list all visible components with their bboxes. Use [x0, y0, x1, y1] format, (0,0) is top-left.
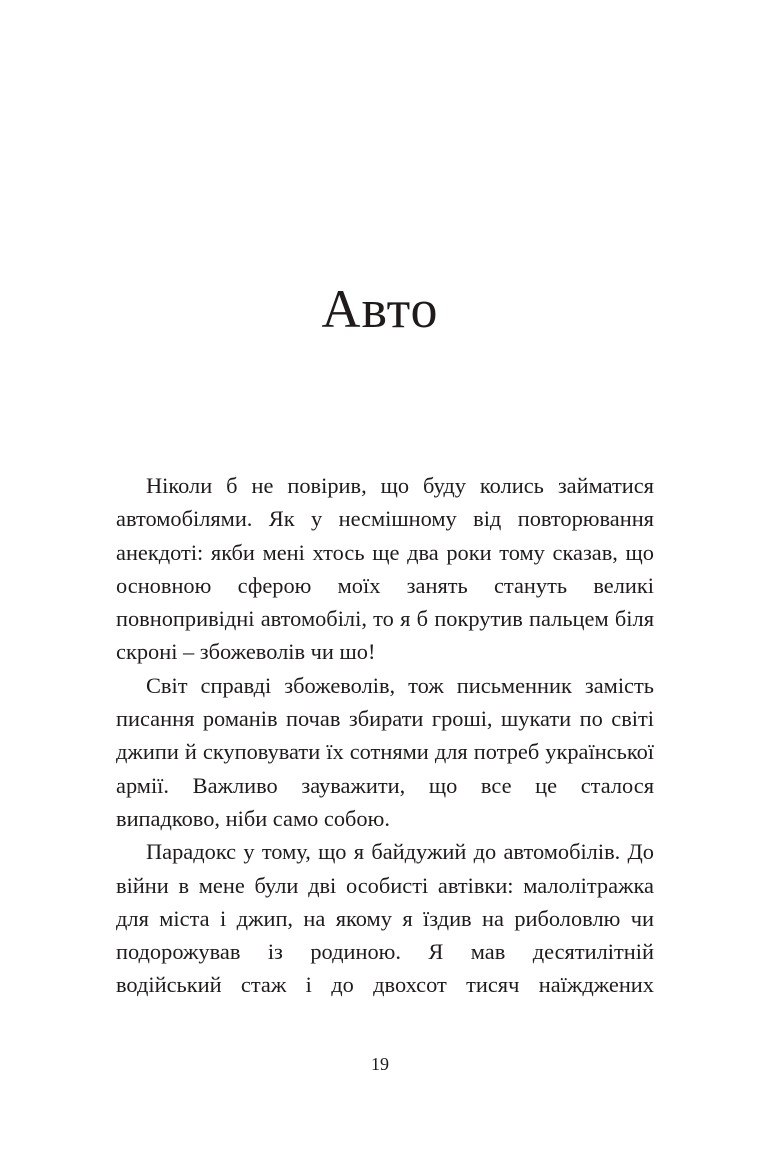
chapter-title: Авто — [321, 279, 439, 339]
page-number: 19 — [371, 1054, 389, 1074]
paragraph: Світ справді збожеволів, тож письменник замість писання романів почав збирати гроші, шукати по світі джипи й скуповувати їх сотнями для потреб української армії. Важливо зауважити, що все це сталося випадково, ніби само собою. — [116, 672, 654, 831]
paragraph: Ніколи б не повірив, що буду колись займатися автомобілями. Як у несмішному від повторювання анекдоті: якби мені хтось ще два роки тому сказав, що основною сферою моїх занять стануть великі повнопривідні автомобілі, то я б покрутив пальцем біля скроні – збожеволів чи шо! — [116, 473, 654, 665]
body-text — [116, 469, 654, 1002]
paragraph: Парадокс у тому, що я байдужий до автомобілів. До війни в мене були дві особисті автівки: малолітражка для міста і джип, на якому я їздив на риболовлю чи подорожував із родиною. Я мав десятилітній водійський стаж і до двохсот тисяч наїжджених — [116, 839, 654, 998]
